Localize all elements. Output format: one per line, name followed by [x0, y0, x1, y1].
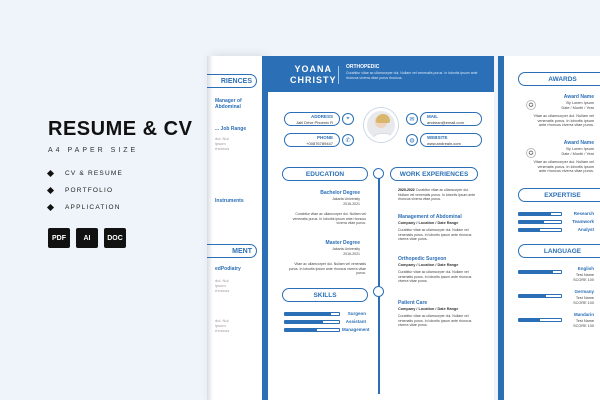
education-school: Jakarta University — [332, 247, 360, 251]
award-name: Award Name — [563, 140, 594, 146]
language-name: English — [577, 266, 594, 271]
award-date: Date / Month / Year — [561, 106, 594, 110]
work-entry: 2020-2022 Curabitur vitae ac ullamcorper dui. Nullam vel venenatis purus. In lobortis ipsum ante rhoncus viverra vitae purus. — [398, 188, 476, 201]
work-company: Company / Location / Date Range — [398, 263, 459, 267]
roll-section-experiences: RIENCES — [207, 74, 257, 88]
header-divider — [338, 66, 339, 84]
award-desc: Vitae ac ullamcorper dui. Nullam vel venenatis purus. In lobortis ipsum ante rhoncus viverra vitae purus. — [533, 114, 594, 128]
ai-file-icon: AI — [76, 228, 98, 248]
profile-photo — [364, 108, 398, 142]
expertise-bar — [518, 228, 562, 232]
role-title: ORTHOPEDIC — [346, 64, 380, 70]
education-section-title: EDUCATION — [282, 167, 368, 181]
skill-name: Assistant — [345, 319, 366, 324]
language-bar — [518, 318, 562, 322]
roll-text: dui. Nul ipsum rhoncus — [215, 318, 230, 333]
roll-text: dui. Nul ipsum rhoncus — [215, 278, 230, 293]
award-by: By Lorem Ipsum — [566, 101, 594, 105]
education-degree: Bachelor Degree — [320, 190, 360, 196]
expertise-name: Analyst — [577, 227, 594, 232]
award-date: Date / Month / Year — [561, 152, 594, 156]
resume-page-2 — [498, 56, 600, 400]
education-degree: Master Degree — [325, 240, 360, 246]
phone-field: PHONE +00876789447 — [284, 133, 340, 147]
format-icons — [48, 228, 126, 248]
work-title: Orthopedic Surgeon — [398, 256, 447, 262]
language-score: SCORE 100 — [573, 324, 594, 328]
award-by: By Lorem Ipsum — [566, 147, 594, 151]
rolled-page — [207, 56, 262, 400]
language-test: Test Name — [575, 319, 594, 323]
feature-item: APPLICATION — [48, 204, 208, 211]
language-name: Mandarin — [573, 312, 594, 317]
language-bar — [518, 270, 562, 274]
awards-section-title: AWARDS — [518, 72, 600, 86]
candidate-name: YOANA CHRISTY — [290, 64, 337, 85]
roll-section-development: MENT — [207, 244, 257, 258]
page-curl — [207, 56, 213, 400]
roll-heading: Manager of Abdominal — [215, 98, 242, 110]
award-medal-icon: ✪ — [526, 148, 536, 158]
doc-file-icon: DOC — [104, 228, 126, 248]
roll-text: dui. Nul ipsum rhoncus — [215, 136, 230, 151]
role-description: Curabitur vitae ac ullamcorper dui. Nullam vel venenatis purus. In lobortis ipsum ante rhoncus viverra vitae purus rhoncus. — [346, 71, 478, 80]
work-desc: Curabitur vitae ac ullamcorper dui. Nullam vel venenatis purus. In lobortis ipsum ante rhoncus viverra vitae purus. — [398, 270, 472, 283]
work-company: Company / Location / Date Range — [398, 221, 459, 225]
resume-page — [262, 56, 494, 400]
education-desc: Curabitur vitae ac ullamcorper dui. Nullam vel venenatis purus. In lobortis ipsum ante rhoncus viverra vitae purus. — [292, 212, 366, 225]
award-name: Award Name — [563, 94, 594, 100]
education-desc: Vitae ac ullamcorper dui. Nullam vel venenatis purus. In lobortis ipsum ante rhoncus viverra vitae purus. — [288, 262, 366, 275]
language-test: Test Name — [575, 296, 594, 300]
work-company: Company / Location / Date Range — [398, 307, 459, 311]
work-desc: Curabitur vitae ac ullamcorper dui. Nullam vel venenatis purus. In lobortis ipsum ante rhoncus viverra vitae purus. — [398, 228, 472, 241]
diamond-bullet-icon — [47, 204, 54, 211]
diamond-bullet-icon — [47, 170, 54, 177]
expertise-name: Teamwork — [572, 219, 594, 224]
language-bar — [518, 294, 562, 298]
award-desc: Vitae ac ullamcorper dui. Nullam vel venenatis purus. In lobortis ipsum ante rhoncus viverra vitae purus. — [533, 160, 594, 174]
address-field: ADDRESS Jalil Drive Phoenix R — [284, 112, 340, 126]
promo-title: RESUME & CV — [48, 118, 193, 140]
work-title: Patient Care — [398, 300, 428, 306]
skill-name: Surgeon — [347, 311, 366, 316]
roll-heading: ... Job Range — [215, 126, 247, 132]
map-pin-icon: ⌖ — [342, 113, 354, 125]
phone-icon: ✆ — [342, 134, 354, 146]
timeline-dot — [373, 286, 384, 297]
resume-header — [268, 56, 494, 92]
roll-heading: edPodiatry — [215, 266, 241, 272]
timeline-dot — [373, 168, 384, 179]
language-score: SCORE 100 — [573, 301, 594, 305]
language-name: Germany — [574, 289, 594, 294]
timeline-line — [378, 174, 380, 394]
language-section-title: LANGUAGE — [518, 244, 600, 258]
expertise-name: Research — [573, 211, 594, 216]
skill-bar — [284, 328, 340, 332]
mail-icon: ✉ — [406, 113, 418, 125]
feature-item: PORTFOLIO — [48, 187, 208, 194]
language-score: SCORE 100 — [573, 278, 594, 282]
globe-icon: ◍ — [406, 134, 418, 146]
expertise-section-title: EXPERTISE — [518, 188, 600, 202]
education-school: Jakarta University — [332, 197, 360, 201]
skills-section-title: SKILLS — [282, 288, 368, 302]
education-years: 2016-2021 — [343, 252, 360, 256]
language-test: Test Name — [575, 273, 594, 277]
expertise-bar — [518, 212, 562, 216]
work-title: Management of Abdominal — [398, 214, 462, 220]
work-desc: Curabitur vitae ac ullamcorper dui. Nullam vel venenatis purus. In lobortis ipsum ante rhoncus viverra vitae purus. — [398, 314, 472, 327]
skill-bar — [284, 320, 340, 324]
work-section-title: WORK EXPERIENCES — [390, 167, 478, 181]
website-field: WEBSITE www.andreain.com — [420, 133, 482, 147]
feature-list — [48, 170, 208, 211]
roll-heading: Instruments — [215, 198, 244, 204]
promo-subtitle: A4 PAPER SIZE — [48, 147, 139, 154]
skill-bar — [284, 312, 340, 316]
education-years: 2016-2021 — [343, 202, 360, 206]
mail-field: MAIL andrean@email.com — [420, 112, 482, 126]
pdf-file-icon: PDF — [48, 228, 70, 248]
award-medal-icon: ✪ — [526, 100, 536, 110]
expertise-bar — [518, 220, 562, 224]
skill-name: Management — [342, 327, 370, 332]
feature-item: CV & RESUME — [48, 170, 208, 177]
promo-block — [48, 118, 208, 221]
diamond-bullet-icon — [47, 187, 54, 194]
